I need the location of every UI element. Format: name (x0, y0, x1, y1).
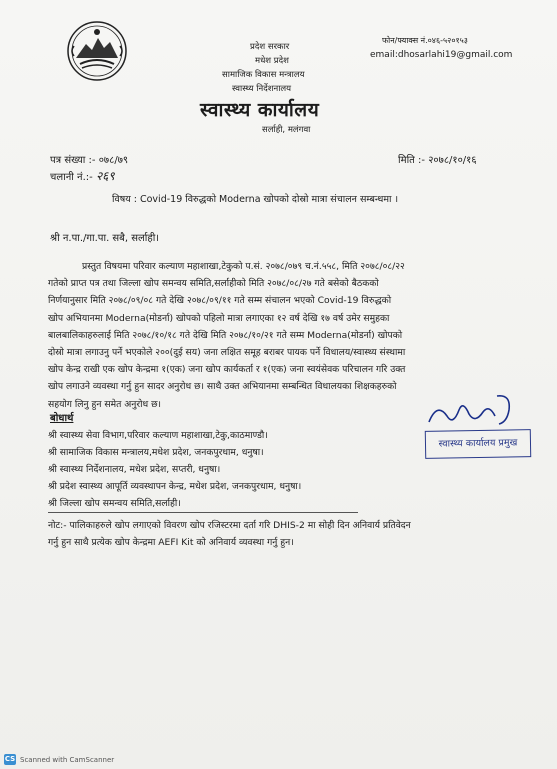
phone-number: फोन/फ्याक्स नं.०४६-५२०१५३ (382, 36, 468, 45)
letter-subject: विषय : Covid-19 विरुद्धको Moderna खोपको दोस्रो मात्रा संचालन सम्बन्धमा । (112, 194, 399, 205)
section-divider (48, 512, 358, 513)
scanner-watermark: Scanned with CamScanner (20, 756, 115, 764)
header-line-3: सामाजिक विकास मन्त्रालय (222, 70, 305, 80)
signature-icon (425, 392, 525, 432)
letter-date (398, 152, 477, 166)
letter-body (48, 258, 405, 413)
office-location: सर्लाही, मलंगवा (262, 125, 311, 135)
body-line: प्रस्तुत विषयमा परिवार कल्याण महाशाखा,टेकुको प.सं. २०७८/०७९ च.नं.५५८, मिति २०७८/०८/२२ (82, 261, 405, 272)
camscanner-badge-icon: CS (4, 755, 16, 763)
note-line-2: गर्नु हुन साथै प्रत्येक खोप केन्द्रमा AEFI Kit को अनिवार्य व्यवस्था गर्नु हुन। (48, 537, 294, 548)
letter-number-label: पत्र संख्या :- (50, 155, 96, 166)
letter-date-label: मिति :- (398, 155, 426, 166)
body-line: गतेको प्राप्त पत्र तथा जिल्ला खोप समन्वय समिति,सर्लाहीको मिति २०७८/०८/२७ गते बसेको बैठकको (48, 278, 379, 290)
header-line-2: मधेश प्रदेश (255, 56, 289, 66)
dispatch-number-label: चलानी नं.:- (50, 172, 93, 183)
body-line: दोस्रो मात्रा लगाउनु पर्ने भएकोले २००(दुई सय) जना लक्षित समूह बराबर पायक पर्ने विधालय/स्वास्थ्य संस्थामा (48, 347, 406, 359)
list-item: श्री सामाजिक विकास मन्त्रालय,मधेश प्रदेश, जनकपुरधाम, धनुषा। (48, 447, 264, 458)
body-line: बालबालिकाहरुलाई मिति २०७८/१०/१८ गते देखि मिति २०७८/१०/२१ गते सम्म Moderna(मोडर्ना) खोपको (48, 329, 403, 341)
body-line: सहयोग लिनु हुन समेत अनुरोध छ। (48, 398, 162, 410)
header-line-1: प्रदेश सरकार (250, 42, 290, 52)
dispatch-number-value: २६९ (95, 169, 115, 183)
email-address: email:dhosarlahi19@gmail.com (370, 50, 513, 60)
list-item: श्री जिल्ला खोप समन्वय समिति,सर्लाही। (48, 498, 181, 509)
body-line: खोप केन्द्र राखी एक खोप केन्द्रमा १(एक) जना खोप कार्यकर्ता र १(एक) जना स्वयंसेवक परिचालन गरि उक्त (48, 364, 406, 376)
list-item: श्री प्रदेश स्वास्थ्य आपूर्ति व्यवस्थापन केन्द्र, मधेश प्रदेश, जनकपुरधाम, धनुषा। (48, 481, 302, 492)
letter-number-value: ०७८/७९ (98, 155, 129, 166)
note-line-1: नोट:- पालिकाहरुले खोप लगाएको विवरण खोप रजिस्टरमा दर्ता गरि DHIS-2 मा सोही दिन अनिवार्य प्रतिवेदन (48, 520, 411, 531)
office-title: स्वास्थ्य कार्यालय (200, 99, 320, 121)
dispatch-number (50, 167, 115, 184)
signature-stamp: स्वास्थ्य कार्यालय प्रमुख (425, 429, 531, 459)
note-section (48, 517, 411, 551)
list-item: श्री स्वास्थ्य सेवा विभाग,परिवार कल्याण महाशाखा,टेकु,काठमाण्डौ। (48, 430, 268, 441)
letter-date-value: २०७८/१०/१६ (428, 155, 477, 166)
bodharth-list (48, 428, 301, 513)
body-line: खोप लगाउने व्यवस्था गर्नु हुन सादर अनुरोध छ। साथै उक्त अभियानमा सम्बन्धित विधालयका शिक्षकहरुको (48, 381, 397, 393)
letter-recipient: श्री न.पा./गा.पा. सबै, सर्लाही। (50, 233, 160, 244)
list-item: श्री स्वास्थ्य निर्देशनालय, मधेश प्रदेश, सप्तरी, धनुषा। (48, 464, 221, 475)
letter-number (50, 152, 128, 166)
government-emblem-icon (66, 20, 128, 82)
body-line: खोप अभियानमा Moderna(मोडर्ना) खोपको पहिलो मात्रा लगाएका १२ वर्ष देखि १७ वर्ष उमेर समुहका (48, 312, 390, 324)
body-line: निर्णयानुसार मिति २०७८/०९/०८ गते देखि २०७८/०९/११ गते सम्म संचालन भएको Covid-19 विरुद्धको (48, 295, 392, 307)
bodharth-heading: बोधार्थ (50, 413, 74, 424)
header-line-4: स्वास्थ्य निर्देशनालय (232, 84, 292, 94)
